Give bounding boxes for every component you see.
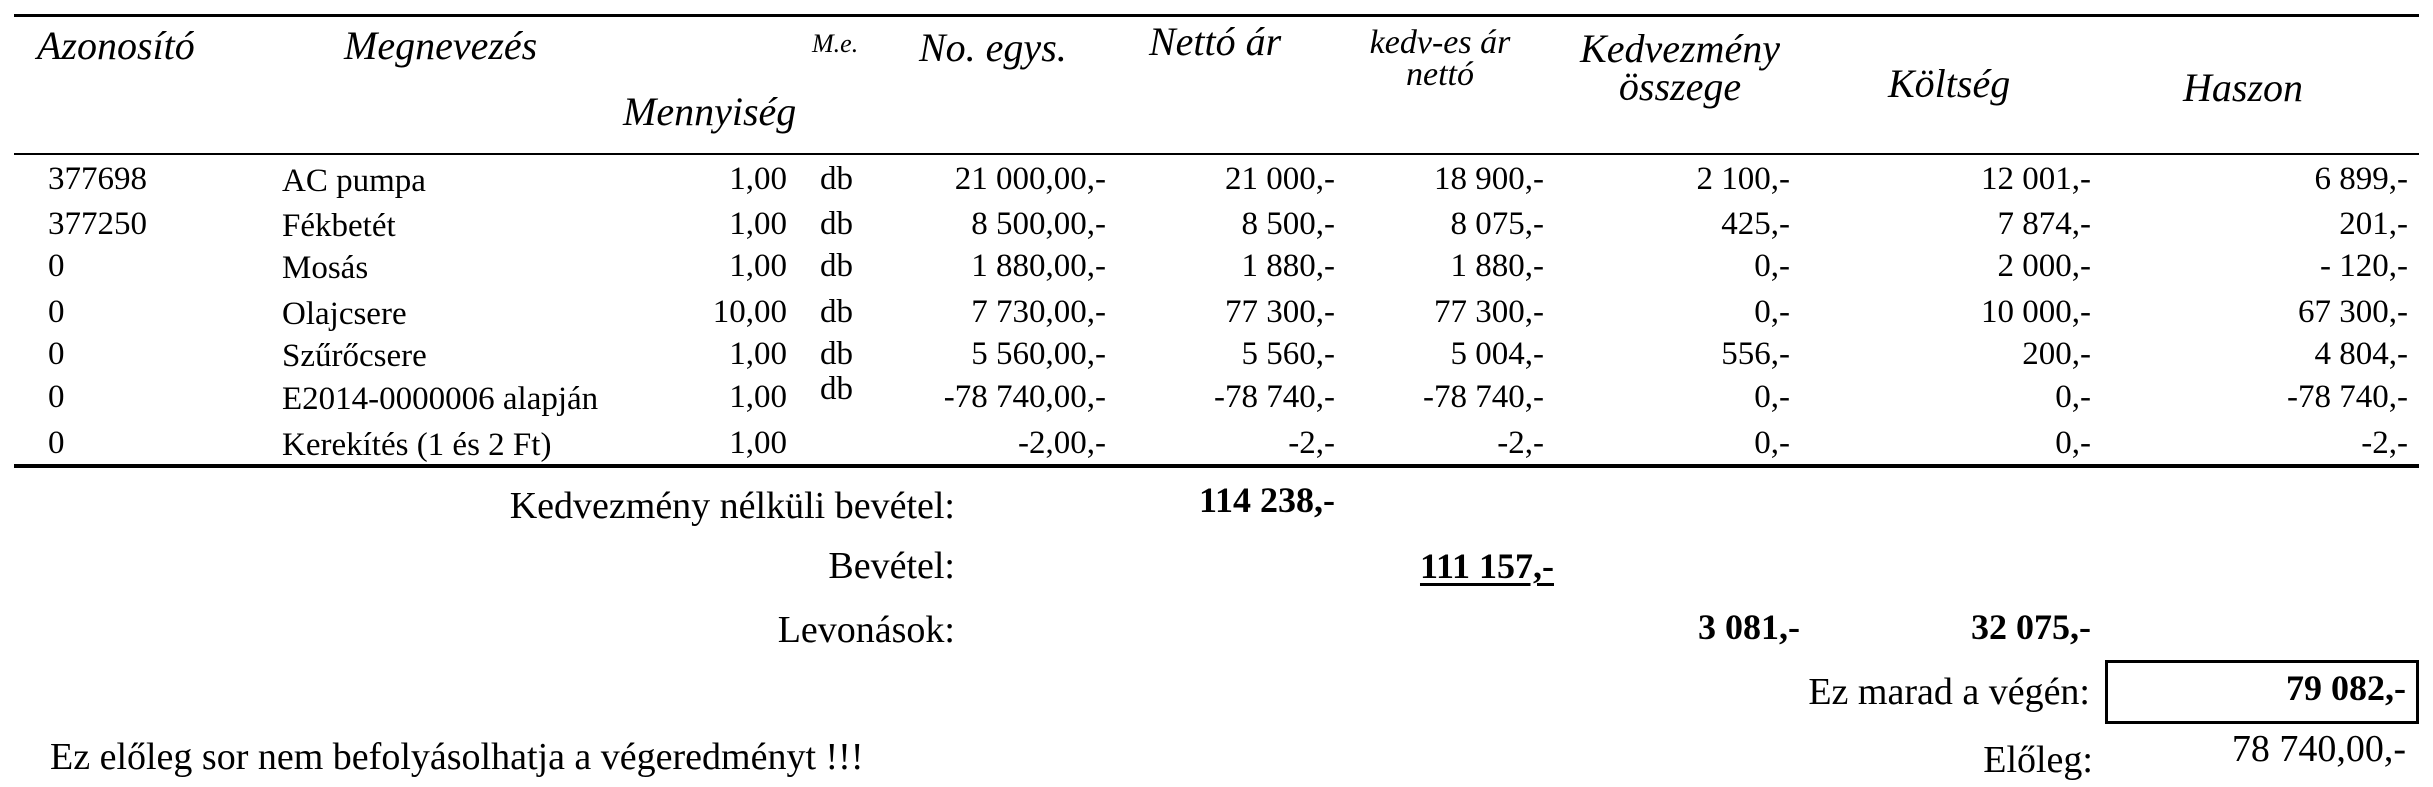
header-profit: Haszon (2183, 65, 2304, 110)
cell-net-price: 8 500,- (1241, 206, 1335, 242)
header-discounted-net-line1: kedv-es ár (1369, 24, 1511, 61)
cell-unit: db (820, 248, 853, 284)
cell-qty: 1,00 (729, 425, 787, 461)
header-discount-amount-line2: összege (1618, 64, 1742, 109)
cell-net-price: 1 880,- (1241, 248, 1335, 284)
cell-discount-amount: 0,- (1754, 248, 1790, 284)
cell-discount-amount: 0,- (1754, 379, 1790, 415)
cell-unit-price: 1 880,00,- (971, 248, 1106, 284)
cell-name: Kerekítés (1 és 2 Ft) (282, 427, 552, 463)
cell-profit: - 120,- (2320, 248, 2408, 284)
cell-net-price: 5 560,- (1241, 336, 1335, 372)
header-name: Megnevezés (344, 23, 538, 68)
header-unit: M.e. (812, 29, 859, 58)
header-qty: Mennyiség (623, 89, 797, 134)
header-id: Azonosító (37, 23, 195, 68)
cell-qty: 1,00 (729, 248, 787, 284)
cell-unit-price: 21 000,00,- (954, 161, 1106, 197)
cell-discount-amount: 2 100,- (1696, 161, 1790, 197)
header-cost: Költség (1888, 61, 2011, 106)
cell-cost: 0,- (2055, 379, 2091, 415)
header-discounted-net (1345, 24, 1535, 94)
cell-unit: db (820, 161, 853, 197)
cell-profit: -78 740,- (2287, 379, 2408, 415)
cell-discount-amount: 556,- (1721, 336, 1790, 372)
table-bottom-rule (14, 464, 2419, 468)
header-discount-amount-line1: Kedvezmény (1580, 26, 1780, 71)
cell-discounted-net: 1 880,- (1450, 248, 1544, 284)
cell-net-price: -78 740,- (1214, 379, 1335, 415)
cell-profit: 201,- (2339, 206, 2408, 242)
cell-name: Mosás (282, 250, 369, 286)
cell-discounted-net: 18 900,- (1434, 161, 1544, 197)
cell-profit: 6 899,- (2314, 161, 2408, 197)
cell-discount-amount: 425,- (1721, 206, 1790, 242)
advance-value: 78 740,00,- (2231, 728, 2406, 770)
remaining-value: 79 082,- (2286, 668, 2406, 708)
cell-net-price: 77 300,- (1225, 294, 1335, 330)
cell-name: Fékbetét (282, 208, 396, 244)
gross-revenue-label: Kedvezmény nélküli bevétel: (509, 485, 955, 527)
cell-id: 377698 (48, 161, 147, 197)
top-rule (14, 14, 2419, 17)
cell-id: 0 (48, 379, 65, 415)
header-unit-price: No. egys. (919, 25, 1067, 70)
gross-revenue-value: 114 238,- (1198, 480, 1335, 520)
cell-discounted-net: -2,- (1497, 425, 1544, 461)
revenue-value: 111 157,- (1419, 546, 1554, 586)
header-net-price: Nettó ár (1149, 19, 1282, 64)
remaining-label: Ez marad a végén: (1808, 671, 2090, 713)
cell-qty: 10,00 (712, 294, 787, 330)
cell-cost: 12 001,- (1981, 161, 2091, 197)
cell-unit-price: 8 500,00,- (971, 206, 1106, 242)
cell-name: Szűrőcsere (282, 338, 427, 374)
cell-qty: 1,00 (729, 206, 787, 242)
cell-name: Olajcsere (282, 296, 407, 332)
advance-note: Ez előleg sor nem befolyásolhatja a végeredményt !!! (50, 736, 864, 778)
header-bottom-rule (14, 153, 2419, 155)
cell-cost: 10 000,- (1981, 294, 2091, 330)
cell-unit: db (820, 336, 853, 372)
cell-net-price: 21 000,- (1225, 161, 1335, 197)
cell-discount-amount: 0,- (1754, 425, 1790, 461)
header-discount-amount (1560, 26, 1800, 109)
cell-id: 0 (48, 336, 65, 372)
cell-unit-price: 5 560,00,- (971, 336, 1106, 372)
cell-cost: 0,- (2055, 425, 2091, 461)
cell-cost: 200,- (2022, 336, 2091, 372)
advance-label: Előleg: (1983, 739, 2093, 781)
cell-cost: 7 874,- (1997, 206, 2091, 242)
cell-unit-price: 7 730,00,- (971, 294, 1106, 330)
cell-unit: db (820, 371, 853, 407)
cell-discount-amount: 0,- (1754, 294, 1790, 330)
cell-qty: 1,00 (729, 379, 787, 415)
cell-discounted-net: 5 004,- (1450, 336, 1544, 372)
cell-profit: 4 804,- (2314, 336, 2408, 372)
cell-name: E2014-0000006 alapján (282, 381, 599, 417)
cell-discounted-net: 8 075,- (1450, 206, 1544, 242)
cell-id: 0 (48, 248, 65, 284)
cell-id: 0 (48, 425, 65, 461)
cell-unit-price: -2,00,- (1018, 425, 1106, 461)
deductions-cost-value: 32 075,- (1971, 607, 2091, 647)
deductions-discount-value: 3 081,- (1698, 607, 1800, 647)
cell-qty: 1,00 (729, 161, 787, 197)
header-discounted-net-line2: nettó (1406, 56, 1474, 94)
cell-id: 377250 (48, 206, 147, 242)
cell-net-price: -2,- (1288, 425, 1335, 461)
cell-discounted-net: 77 300,- (1434, 294, 1544, 330)
cell-qty: 1,00 (729, 336, 787, 372)
deductions-label: Levonások: (777, 609, 955, 651)
cell-profit: 67 300,- (2298, 294, 2408, 330)
cell-unit: db (820, 294, 853, 330)
cell-unit-price: -78 740,00,- (943, 379, 1106, 415)
cell-id: 0 (48, 294, 65, 330)
cell-cost: 2 000,- (1997, 248, 2091, 284)
cell-name: AC pumpa (282, 163, 426, 199)
revenue-label: Bevétel: (828, 545, 955, 587)
cell-unit: db (820, 206, 853, 242)
cell-discounted-net: -78 740,- (1423, 379, 1544, 415)
cell-profit: -2,- (2361, 425, 2408, 461)
